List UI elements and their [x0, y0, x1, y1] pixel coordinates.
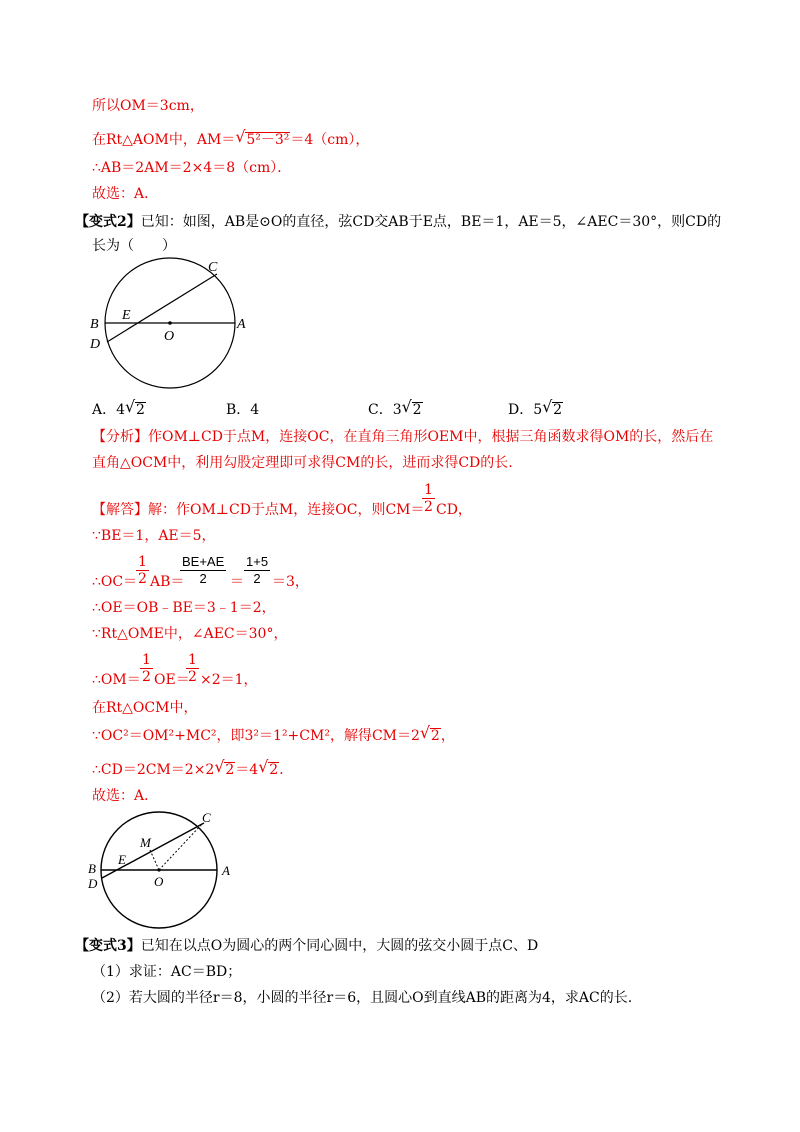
variant3-tag: 【变式3】 [75, 938, 141, 954]
answer-line1 [92, 500, 425, 520]
answer-line3-start: ∴OC＝ [92, 574, 138, 590]
variant3-question [75, 936, 538, 956]
analysis-line2: 直角△OCM中，利用勾股定理即可求得CM的长，进而求得CD的长. [92, 455, 513, 471]
answer-line2: ∵BE＝1，AE＝5， [92, 528, 216, 544]
fraction-half: $\frac{1}{2}$ [188, 652, 197, 685]
answer-line8 [92, 726, 455, 746]
answer-line8-tail: ， [440, 728, 455, 744]
option-d[interactable] [508, 400, 563, 420]
option-a[interactable] [92, 400, 146, 420]
answer-line5: ∵Rt△OME中，∠AEC＝30°， [92, 626, 288, 642]
option-a-label: A．4 [92, 402, 126, 418]
variant2-question-text: 已知：如图，AB是⊙O的直径，弦CD交AB于E点，BE＝1，AE＝5，∠AEC＝30°，则CD的 [140, 214, 722, 230]
label-m: M [140, 835, 151, 850]
prev-solution-line1: 所以OM＝3cm， [92, 98, 204, 114]
option-c[interactable] [368, 400, 423, 420]
answer-line10: 故选：A． [92, 788, 159, 804]
variant3-question-text: 已知在以点O为圆心的两个同心圆中，大圆的弦交小圆于点C、D [140, 938, 539, 954]
prev-solution-line2 [92, 130, 369, 150]
answer-line1-text: 【解答】解：作OM⊥CD于点M，连接OC，则CM＝ [92, 502, 425, 518]
sqrt-radical: √ 2 [542, 400, 563, 420]
prev-line2-post: ＝4（cm）， [290, 132, 370, 148]
label-e: E [118, 852, 126, 867]
fraction-half: $\frac{1}{2}$ [142, 652, 151, 685]
variant2-question-line2: 长为（ ） [92, 238, 176, 254]
label-d: D [88, 876, 98, 891]
sqrt-radical: √ 2 [258, 760, 279, 780]
answer-line1-tail: CD， [436, 502, 472, 518]
variant2-tag: 【变式2】 [75, 214, 141, 230]
variant3-part2: （2）若大圆的半径r＝8，小圆的半径r＝6，且圆心O到直线AB的距离为4，求AC的长. [92, 990, 633, 1006]
label-b: B [90, 317, 99, 332]
sqrt-radical: √ 2 [214, 760, 235, 780]
sqrt-radical: √ 5²－3² [235, 130, 290, 150]
circle-figure-2 [82, 806, 252, 936]
sqrt-radical: √ 2 [420, 726, 441, 746]
prev-solution-line4: 故选：A． [92, 186, 159, 202]
answer-line4: ∴OE＝OB﹣BE＝3﹣1＝2， [92, 600, 276, 616]
answer-line3-eq: ＝ [230, 574, 244, 590]
sqrt-radical: √ 2 [402, 400, 423, 420]
label-c: C [208, 260, 218, 275]
answer-line9-tail: . [279, 762, 284, 778]
fraction-one-plus-five: $\frac{1+5}{2}$ [246, 554, 269, 586]
answer-line6-tail: ×2＝1， [200, 672, 258, 688]
prev-solution-line3: ∴AB＝2AM＝2×4＝8（cm）． [92, 160, 292, 176]
label-b: B [88, 861, 96, 876]
label-a: A [237, 317, 246, 332]
segment-oc [159, 824, 202, 870]
variant3-part1: （1）求证：AC＝BD； [92, 964, 242, 980]
fraction-half: $\frac{1}{2}$ [424, 482, 433, 515]
answer-line8-text: ∵OC²＝OM²+MC²，即3²＝1²+CM²，解得CM＝2 [92, 728, 420, 744]
fraction-be-ae: $\frac{BE+AE}{2}$ [182, 554, 225, 586]
circle-figure-1 [82, 252, 262, 402]
sqrt-radical: √ 2 [125, 400, 146, 420]
answer-line6-start: ∴OM＝ [92, 672, 141, 688]
segment-om [150, 850, 159, 870]
analysis-line1: 【分析】作OM⊥CD于点M，连接OC，在直角三角形OEM中，根据三角函数求得OM的长，然后在 [92, 429, 714, 445]
fraction-half: $\frac{1}{2}$ [138, 554, 147, 587]
label-o: O [164, 329, 175, 344]
label-a: A [222, 863, 230, 878]
answer-line6-oe: OE＝ [154, 672, 190, 688]
option-b[interactable]: B．4 [226, 402, 260, 418]
option-c-label: C．3 [368, 402, 402, 418]
label-c: C [202, 810, 211, 825]
answer-line3-ab: AB＝ [150, 574, 185, 590]
answer-line3-tail: ＝3， [272, 574, 309, 590]
answer-line9 [92, 760, 284, 780]
answer-line7: 在Rt△OCM中， [92, 700, 198, 716]
label-o: O [154, 874, 164, 889]
center-point [157, 868, 160, 871]
answer-line9-mid: ＝4 [235, 762, 259, 778]
option-d-label: D．5 [508, 402, 543, 418]
variant2-question-line1 [75, 212, 721, 232]
prev-line2-pre: 在Rt△AOM中，AM＝ [92, 132, 236, 148]
label-e: E [122, 308, 131, 323]
label-d: D [90, 337, 101, 352]
center-point [168, 321, 172, 325]
answer-line9-text: ∴CD＝2CM＝2×2 [92, 762, 215, 778]
